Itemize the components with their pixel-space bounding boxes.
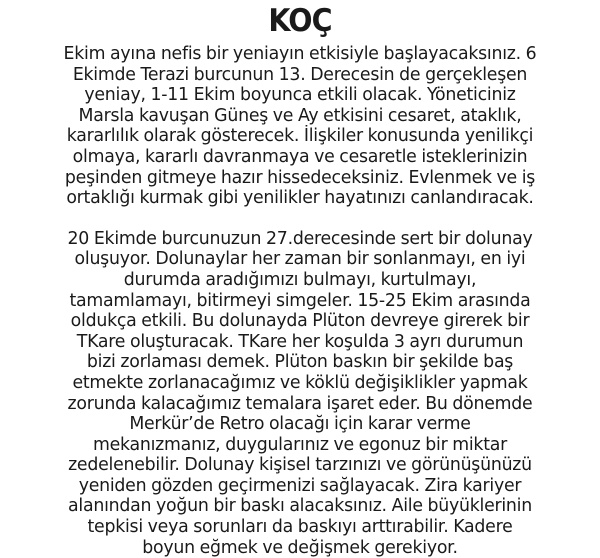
text-line: tepkisi veya sorunları da baskıyı arttırabilir. Kadere (87, 517, 513, 538)
text-line: Ekimde Terazi burcunun 13. Derecesin de gerçekleşen (72, 64, 528, 85)
text-line: zorunda kalacağımız temalara işaret eder. Bu dönemde (67, 393, 533, 414)
text-line: alanından yoğun bir baskı alacaksınız. Aile büyüklerinin (68, 496, 532, 517)
text-line: TKare oluşturacak. TKare her koşulda 3 ayrı durumun (76, 331, 524, 352)
text-line: Marsla kavuşan Güneş ve Ay etkisini cesaret, ataklık, (78, 105, 522, 126)
text-line: oluşuyor. Dolunaylar her zaman bir sonlanmayı, en iyi (74, 249, 526, 270)
text-line: Ekim ayına nefis bir yeniayın etkisiyle başlayacaksınız. 6 (63, 44, 537, 64)
text-line: etmekte zorlanacağımız ve köklü değişiklikler yapmak (72, 372, 528, 393)
text-line: yeniay, 1-11 Ekim boyunca etkili olacak. Yöneticiniz (84, 85, 516, 106)
paragraph-2 (6, 229, 594, 558)
page-title: KOÇ (268, 3, 332, 39)
text-line: boyun eğmek ve değişmek gerekiyor. (142, 537, 458, 558)
text-line: oldukça etkili. Bu dolunayda Plüton devreye girerek bir (70, 311, 530, 332)
paragraph-1 (6, 44, 594, 209)
text-line: mekanızmanız, duygularınız ve egonuz bir miktar (92, 434, 508, 455)
text-line: olmaya, kararlı davranmaya ve cesaretle isteklerinizin (72, 146, 528, 167)
text-line: ortaklığı kurmak gibi yenilikler hayatınızı canlandıracak. (66, 188, 534, 209)
text-line: Merkür’de Retro olacağı için karar verme (129, 414, 471, 435)
text-line: 20 Ekimde burcunuzun 27.derecesinde sert bir dolunay (67, 228, 533, 249)
text-line: peşinden gitmeye hazır hissedeceksiniz. Evlenmek ve iş (64, 167, 536, 188)
text-line: tamamlamayı, bitirmeyi simgeler. 15-25 Ekim arasında (69, 290, 531, 311)
text-line: yeniden gözden geçirmenizi sağlayacak. Zira kariyer (78, 475, 522, 496)
text-line: bizi zorlaması demek. Plüton baskın bir şekilde baş (86, 352, 514, 373)
text-line: kararlılık olarak gösterecek. İlişkiler konusunda yenilikçi (66, 126, 534, 147)
paragraph-gap (6, 209, 594, 229)
text-line: durumda aradığımızı bulmayı, kurtulmayı, (123, 269, 477, 290)
text-line: zedelenebilir. Dolunay kişisel tarzınızı ve görünüşünüzü (68, 455, 532, 476)
